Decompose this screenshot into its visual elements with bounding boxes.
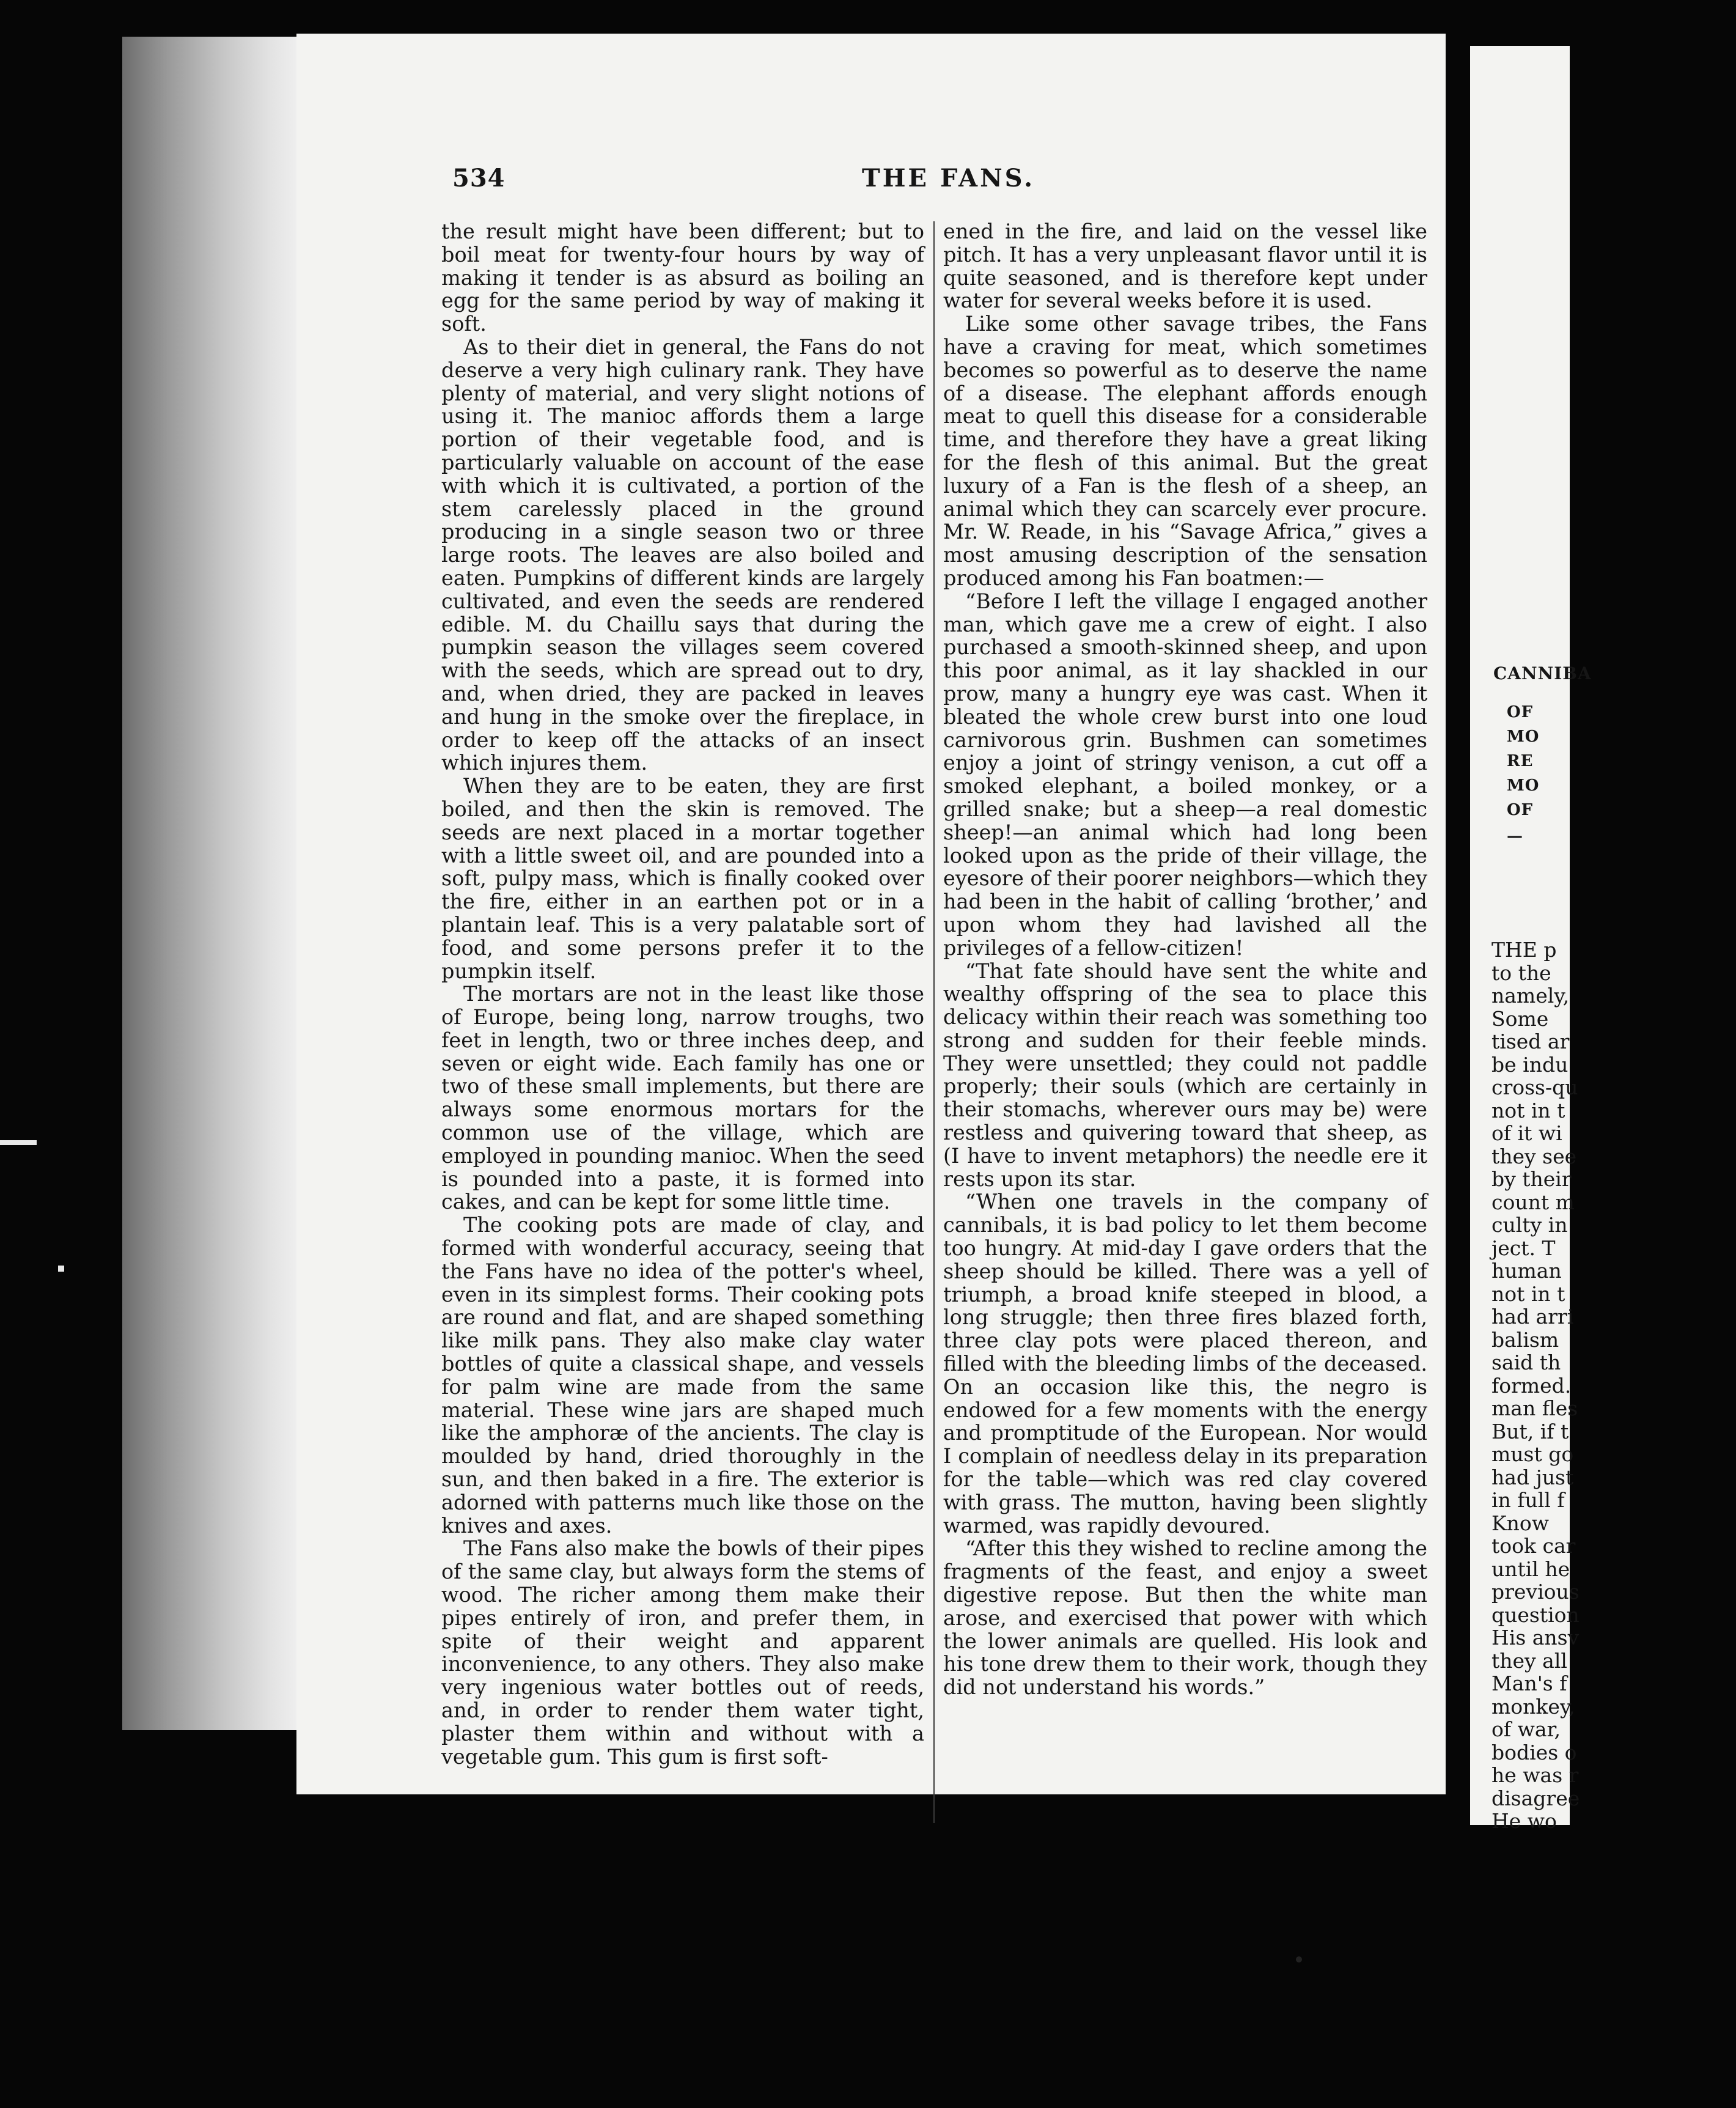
facing-page-line: until he — [1491, 1557, 1570, 1581]
facing-page-line: had arri — [1491, 1305, 1574, 1329]
left-text-column — [441, 220, 924, 1768]
facing-page-line: tised ar — [1491, 1030, 1570, 1053]
facing-page-line: balism — [1491, 1327, 1559, 1352]
paragraph: Like some other savage tribes, the Fans have a craving for meat, which sometimes becomes so powerful as to deserve the name of a disease. The elephant affords enough meat to quell this disease for a considerable time, and therefore they have a great liking for the flesh of this animal. But the great luxury of a Fan is the flesh of a sheep, an animal which they can scarcely ever procure. Mr. W. Reade, in his “Savage Africa,” gives a most amusing description of the sensation produced among his Fan boatmen:— — [943, 312, 1427, 590]
facing-page-line: culty in — [1491, 1213, 1568, 1237]
facing-page-line: they see — [1491, 1144, 1577, 1168]
facing-page-line: cross-qu — [1491, 1075, 1578, 1099]
facing-page-line: question — [1491, 1602, 1580, 1627]
right-text-column — [943, 220, 1427, 1699]
facing-page-line: by their — [1491, 1167, 1572, 1191]
facing-page-line: monkey, — [1491, 1694, 1575, 1719]
paragraph: ened in the fire, and laid on the vessel like pitch. It has a very unpleasant flavor until it is quite seasoned, and is therefore kept under water for several weeks before it is used. — [943, 219, 1427, 313]
facing-page-line: namely, — [1491, 984, 1570, 1008]
facing-page-line: But, if t — [1491, 1419, 1569, 1443]
paragraph: As to their diet in general, the Fans do not deserve a very high culinary rank. They have plenty of material, and very slight notions of using it. The manioc affords them a large portion of their vegetable food, and is particularly valuable on account of the ease with which it is cultivated, a portion of the stem carelessly placed in the ground producing in a single season two or three large roots. The leaves are also boiled and eaten. Pumpkins of different kinds are largely cultivated, and even the seeds are rendered edible. M. du Chaillu says that during the pumpkin season the villages seem covered with the seeds, which are spread out to dry, and, when dried, they are packed in leaves and hung in the smoke over the fireplace, in order to keep off the attacks of an insect which injures them. — [441, 334, 924, 775]
facing-page-subhead: MO — [1507, 776, 1540, 795]
facing-page-line: Man's f — [1491, 1671, 1567, 1695]
facing-page-line: count m — [1491, 1190, 1575, 1214]
facing-page-subhead: MO — [1507, 728, 1540, 746]
facing-page-line: previous — [1491, 1580, 1580, 1604]
facing-page-line: He wo — [1491, 1809, 1557, 1833]
facing-page-line: to the — [1491, 960, 1551, 985]
facing-page-line: had just — [1491, 1465, 1574, 1489]
paragraph: The cooking pots are made of clay, and formed with wonderful accuracy, seeing that the Fans have no idea of the potter's wheel, even in its simplest forms. Their cooking pots are round and flat, and are shaped something like milk pans. They also make clay water bottles of quite a classical shape, and vessels for palm wine are made from the same material. These wine jars are shaped much like the amphoræ of the ancients. The clay is moulded by hand, dried thoroughly in the sun, and then baked in a fire. The exterior is adorned with patterns much like those on the knives and axes. — [441, 1213, 924, 1538]
paragraph: When they are to be eaten, they are first boiled, and then the skin is removed. The seeds are next placed in a mortar together with a little sweet oil, and are pounded into a soft, pulpy mass, which is finally cooked over the fire, either in an earthen pot or in a plantain leaf. This is a very palatable sort of food, and some persons prefer it to the pumpkin itself. — [441, 774, 924, 983]
facing-page-line: THE p — [1491, 938, 1557, 962]
paragraph: The mortars are not in the least like those of Europe, being long, narrow troughs, two feet in length, two or three inches deep, and seven or eight wide. Each family has one or two of these small implements, but there are always some enormous mortars for the common use of the village, which are employed in pounding manioc. When the seed is pounded into a paste, it is formed into cakes, and can be kept for some little time. — [441, 982, 924, 1214]
facing-page-line: Know — [1491, 1511, 1550, 1535]
scan-speck — [0, 1140, 37, 1145]
facing-page-line: His ansv — [1491, 1626, 1580, 1649]
facing-page-line: not in t — [1491, 1281, 1565, 1306]
facing-page-line: of war, — [1491, 1717, 1561, 1741]
facing-page-line: must go — [1491, 1442, 1574, 1466]
paragraph: “After this they wished to recline among the fragments of the feast, and enjoy a sweet digestive repose. But then the white man arose, and exercised that power with which the lower animals are quelled. His look and his tone drew them to their work, though they did not understand his words.” — [943, 1536, 1427, 1700]
facing-page-chapter-heading: CANNIBA — [1493, 663, 1592, 684]
paragraph: “When one travels in the company of cannibals, it is bad policy to let them become too hungry. At mid-day I gave orders that the sheep should be killed. There was a yell of triumph, a broad knife steeped in blood, a long struggle; then three fires blazed forth, three clay pots were placed thereon, and filled with the bleeding limbs of the deceased. On an occasion like this, the negro is endowed for a few moments with the energy and promptitude of the European. Nor would I complain of needless delay in its preparation for the table—which was red clay covered with grass. The mutton, having been slightly warmed, was rapidly devoured. — [943, 1190, 1427, 1538]
facing-page-line: took car — [1491, 1534, 1576, 1558]
book-page-edges — [122, 37, 306, 1730]
facing-page-subhead: RE — [1507, 752, 1534, 770]
facing-page-line: human — [1491, 1259, 1562, 1283]
facing-page-subhead: OF — [1507, 703, 1534, 721]
facing-page-line: in full f — [1491, 1488, 1565, 1512]
facing-page-line: said th — [1491, 1351, 1561, 1374]
paragraph: the result might have been different; but to boil meat for twenty-four hours by way of making it tender is as absurd as boiling an egg for the same period by way of making it soft. — [441, 219, 924, 336]
facing-page-line: disagree — [1491, 1786, 1580, 1810]
facing-page-line: he was r — [1491, 1763, 1579, 1787]
facing-page-text — [1491, 938, 1736, 1833]
facing-page-fragment — [1470, 46, 1592, 1833]
page-header — [452, 164, 1430, 201]
paragraph: “Before I left the village I engaged another man, which gave me a crew of eight. I also purchased a smooth-skinned sheep, and upon this poor animal, as it lay shackled in our prow, many a hungry eye was cast. When it bleated the whole crew burst into one loud carnivorous grin. Bushmen can sometimes enjoy a joint of stringy venison, a cut off a smoked elephant, a boiled monkey, or a grilled snake; but a sheep—a real domestic sheep!—an animal which had long been looked upon as the pride of their village, the eyesore of their poorer neighbors—which they had been in the habit of calling ‘brother,’ and upon whom they had lavished all the privileges of a fellow-citizen! — [943, 589, 1427, 960]
facing-page-subhead: — — [1507, 827, 1523, 846]
paragraph: The Fans also make the bowls of their pipes of the same clay, but always form the stems of wood. The richer among them make their pipes entirely of iron, and prefer them, in spite of their weight and apparent inconvenience, to any others. They also make very ingenious water bottles out of reeds, and, in order to render them water tight, plaster them within and without with a vegetable gum. This gum is first soft- — [441, 1536, 924, 1769]
facing-page-line: not in t — [1491, 1098, 1565, 1122]
facing-page-line: ject. T — [1491, 1236, 1556, 1260]
column-divider — [933, 221, 935, 1823]
running-title: THE FANS. — [862, 164, 1035, 193]
facing-page-line: of it wi — [1491, 1121, 1562, 1145]
facing-page-line: be indu — [1491, 1052, 1569, 1077]
scan-speck — [1296, 1956, 1302, 1962]
paragraph: “That fate should have sent the white and wealthy offspring of the sea to place this delicacy within their reach was something too strong and sudden for their feeble minds. They were unsettled; they could not paddle properly; their souls (which are certainly in their stomachs, wherever ours may be) were restless and quivering toward that sheep, as (I have to invent metaphors) the needle ere it rests upon its star. — [943, 959, 1427, 1191]
facing-page-line: bodies o — [1491, 1740, 1577, 1764]
facing-page-line: they all — [1491, 1648, 1567, 1673]
page-number: 534 — [452, 164, 506, 193]
facing-page-line: Some — [1491, 1006, 1549, 1031]
facing-page-subhead: OF — [1507, 801, 1534, 819]
facing-page-line: man fles — [1491, 1396, 1578, 1420]
scan-speck — [58, 1266, 64, 1272]
facing-page-line: formed. — [1491, 1373, 1572, 1398]
